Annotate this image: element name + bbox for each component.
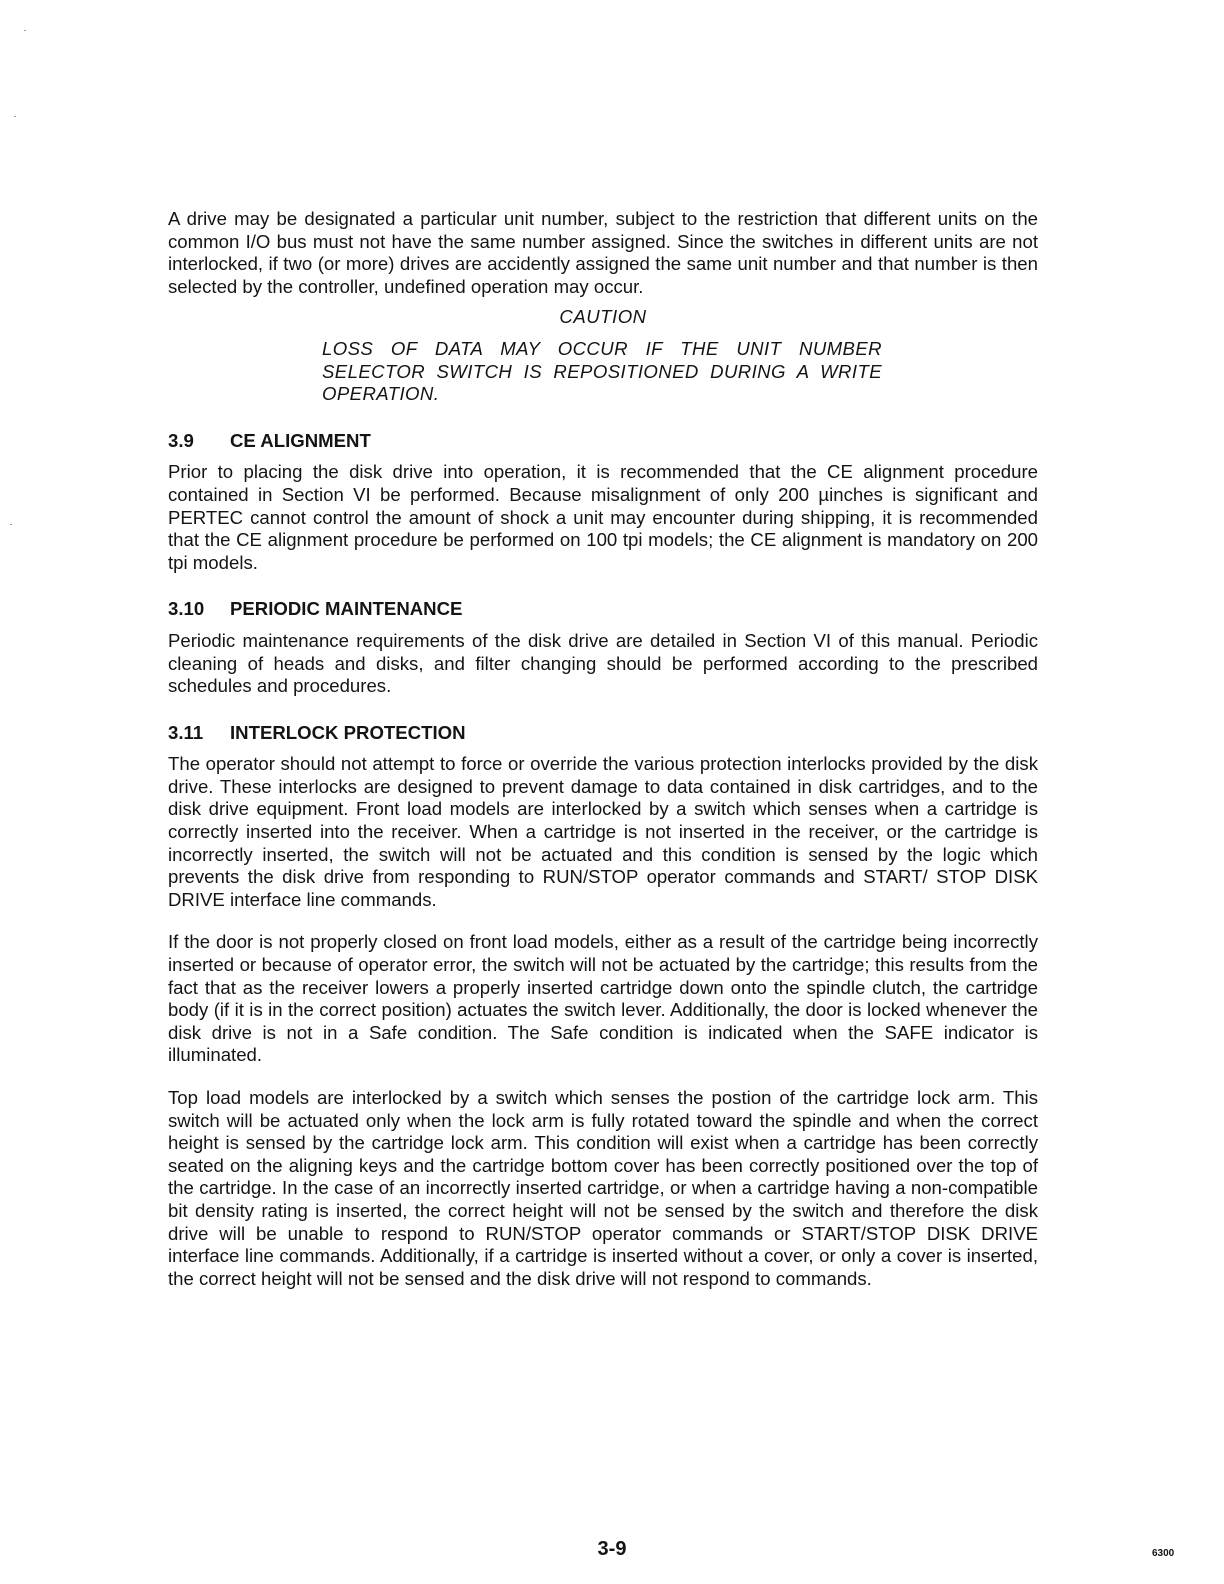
section-interlock-protection bbox=[168, 722, 1038, 1291]
section-paragraph: Prior to placing the disk drive into operation, it is recommended that the CE alignment procedure contained in Section VI be performed. Because misalignment of only 200 µinches is significant and PERTEC cannot control the amount of shock a unit may encounter during shipping, it is recommended that the CE alignment procedure be performed on 100 tpi models; the CE alignment is mandatory on 200 tpi models. bbox=[168, 461, 1038, 573]
section-number: 3.9 bbox=[168, 429, 194, 451]
page-body bbox=[168, 208, 1038, 1290]
section-paragraph: Top load models are interlocked by a switch which senses the postion of the cartridge lock arm. This switch will be actuated only when the lock arm is fully rotated toward the spindle and when the correct height is sensed by the cartridge lock arm. This condition will exist when a cartridge has been correctly seated on the aligning keys and the cartridge bottom cover has been correctly positioned over the top of the cartridge. In the case of an incorrectly inserted cartridge, or when a cartridge having a non-compatible bit density rating is inserted, the correct height will not be sensed by the switch and therefore the disk drive will be unable to respond to RUN/STOP operator commands or START/STOP DISK DRIVE interface line commands. Additionally, if a cartridge is inserted without a cover, or only a cover is inserted, the correct height will not be sensed and the disk drive will not respond to commands. bbox=[168, 1087, 1038, 1289]
caution-title: CAUTION bbox=[559, 306, 647, 328]
section-number: 3.10 bbox=[168, 598, 205, 620]
page-number: 3-9 bbox=[597, 1538, 627, 1560]
scan-speck bbox=[10, 524, 12, 525]
section-periodic-maintenance bbox=[168, 598, 1038, 697]
section-number: 3.11 bbox=[168, 721, 204, 743]
section-paragraph: Periodic maintenance requirements of the disk drive are detailed in Section VI of this manual. Periodic cleaning of heads and disks, and filter changing should be performed according to the prescribed schedules and procedures. bbox=[168, 629, 1038, 697]
caution-text: LOSS OF DATA MAY OCCUR IF THE UNIT NUMBER SELECTOR SWITCH IS REPOSITIONED DURING A WRITE OPERATION. bbox=[322, 337, 882, 405]
document-number: 6300 bbox=[1152, 1548, 1175, 1559]
section-paragraph: The operator should not attempt to force or override the various protection interlocks provided by the disk drive. These interlocks are designed to prevent damage to data contained in disk cartridges, and to the disk drive equipment. Front load models are interlocked by a switch which senses when a cartridge is correctly inserted into the receiver. When a cartridge is not inserted in the receiver, or the cartridge is incorrectly inserted, the switch will not be actuated and this condition is sensed by the logic which prevents the disk drive from responding to RUN/STOP operator commands and START/ STOP DISK DRIVE interface line commands. bbox=[168, 753, 1038, 910]
scan-speck bbox=[24, 30, 26, 31]
section-title: CE ALIGNMENT bbox=[230, 429, 371, 451]
section-paragraph: If the door is not properly closed on front load models, either as a result of the cartridge being incorrectly inserted or because of operator error, the switch will not be actuated by the cartridge; this results from the fact that as the receiver lowers a properly inserted cartridge down onto the spindle clutch, the cartridge body (if it is in the correct position) actuates the switch lever. Additionally, the door is locked whenever the disk drive is not in a Safe condition. The Safe condition is indicated when the SAFE indicator is illuminated. bbox=[168, 931, 1038, 1066]
section-heading bbox=[168, 722, 1038, 745]
unit-number-paragraph: A drive may be designated a particular unit number, subject to the restriction that different units on the common I/O bus must not have the same number assigned. Since the switches in different units are not interlocked, if two (or more) drives are accidently assigned the same unit number and that number is then selected by the controller, undefined operation may occur. bbox=[168, 208, 1038, 297]
section-ce-alignment bbox=[168, 430, 1038, 575]
section-heading bbox=[168, 598, 1038, 621]
section-title: PERIODIC MAINTENANCE bbox=[230, 598, 463, 620]
section-heading bbox=[168, 430, 1038, 453]
scan-speck bbox=[14, 116, 16, 117]
section-title: INTERLOCK PROTECTION bbox=[230, 721, 466, 743]
caution-block bbox=[168, 306, 1038, 405]
